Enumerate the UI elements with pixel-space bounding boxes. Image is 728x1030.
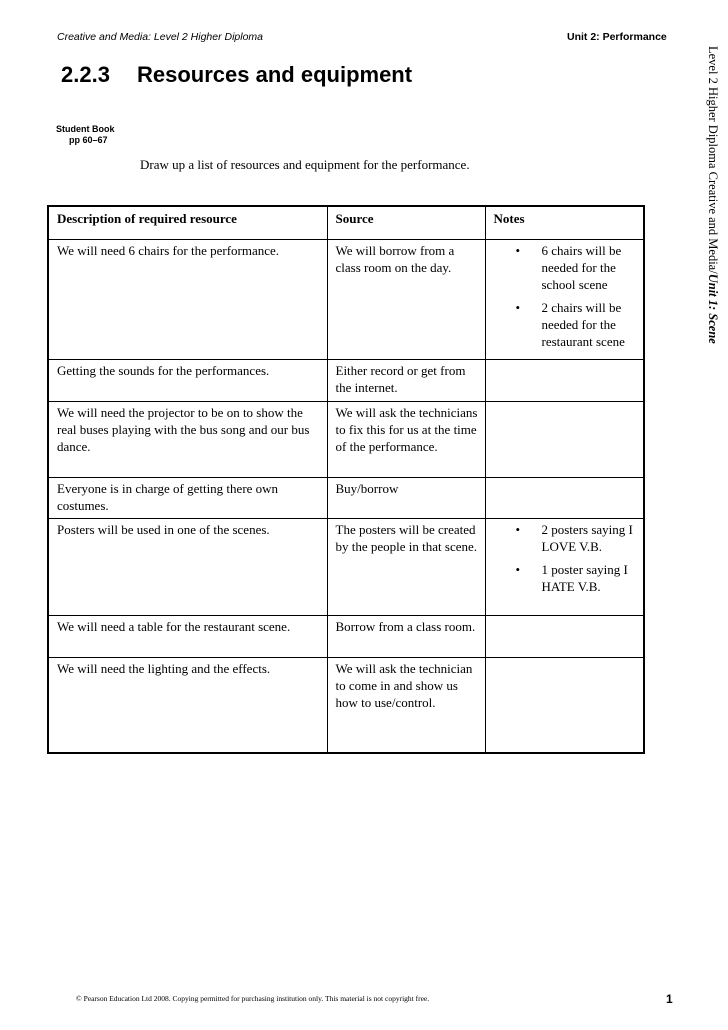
notes-list-item: • 2 chairs will be needed for the restaurant scene <box>542 299 640 350</box>
table-row <box>48 402 644 478</box>
student-book-label: Student Book <box>56 124 115 134</box>
source-cell: We will borrow from a class room on the day. <box>327 240 485 360</box>
column-header-source: Source <box>327 206 485 240</box>
table-row <box>48 240 644 360</box>
column-header-description: Description of required resource <box>48 206 327 240</box>
notes-list <box>494 242 640 350</box>
table-header-row <box>48 206 644 240</box>
description-cell: We will need 6 chairs for the performance. <box>48 240 327 360</box>
description-cell: Getting the sounds for the performances. <box>48 360 327 402</box>
source-cell: Buy/borrow <box>327 478 485 519</box>
side-margin-text <box>705 46 720 344</box>
resources-table <box>47 205 645 754</box>
side-text-normal: Level 2 Higher Diploma Creative and Media/ <box>706 46 720 274</box>
notes-cell <box>485 360 644 402</box>
student-book-pages: pp 60–67 <box>69 135 108 145</box>
side-text-bold: Unit 1: Scene <box>706 273 720 344</box>
notes-cell <box>485 478 644 519</box>
table-row <box>48 519 644 616</box>
notes-cell <box>485 402 644 478</box>
section-number: 2.2.3 <box>61 62 110 87</box>
section-heading <box>61 62 412 88</box>
header-course-title: Creative and Media: Level 2 Higher Diploma <box>57 31 264 43</box>
table-row <box>48 478 644 519</box>
column-header-notes: Notes <box>485 206 644 240</box>
source-cell: Borrow from a class room. <box>327 616 485 658</box>
notes-cell <box>485 658 644 753</box>
description-cell: Posters will be used in one of the scenes. <box>48 519 327 616</box>
source-cell: We will ask the technicians to fix this for us at the time of the performance. <box>327 402 485 478</box>
description-cell: We will need the projector to be on to show the real buses playing with the bus song and our bus dance. <box>48 402 327 478</box>
notes-list-item: • 2 posters saying I LOVE V.B. <box>542 521 640 555</box>
notes-cell <box>485 519 644 616</box>
table-row <box>48 616 644 658</box>
source-cell: Either record or get from the internet. <box>327 360 485 402</box>
page-number: 1 <box>666 992 673 1006</box>
notes-cell <box>485 240 644 360</box>
instruction-text: Draw up a list of resources and equipment for the performance. <box>140 157 470 172</box>
description-cell: We will need the lighting and the effects. <box>48 658 327 753</box>
description-cell: We will need a table for the restaurant scene. <box>48 616 327 658</box>
notes-list <box>494 521 640 595</box>
copyright-notice: © Pearson Education Ltd 2008. Copying permitted for purchasing institution only. This material is not copyright free. <box>76 994 430 1003</box>
notes-cell <box>485 616 644 658</box>
section-title: Resources and equipment <box>137 62 413 87</box>
table-row <box>48 360 644 402</box>
source-cell: The posters will be created by the people in that scene. <box>327 519 485 616</box>
description-cell: Everyone is in charge of getting there own costumes. <box>48 478 327 519</box>
source-cell: We will ask the technician to come in and show us how to use/control. <box>327 658 485 753</box>
notes-list-item: • 6 chairs will be needed for the school scene <box>542 242 640 293</box>
header-unit-title: Unit 2: Performance <box>567 31 667 43</box>
table-row <box>48 658 644 753</box>
notes-list-item: • 1 poster saying I HATE V.B. <box>542 561 640 595</box>
